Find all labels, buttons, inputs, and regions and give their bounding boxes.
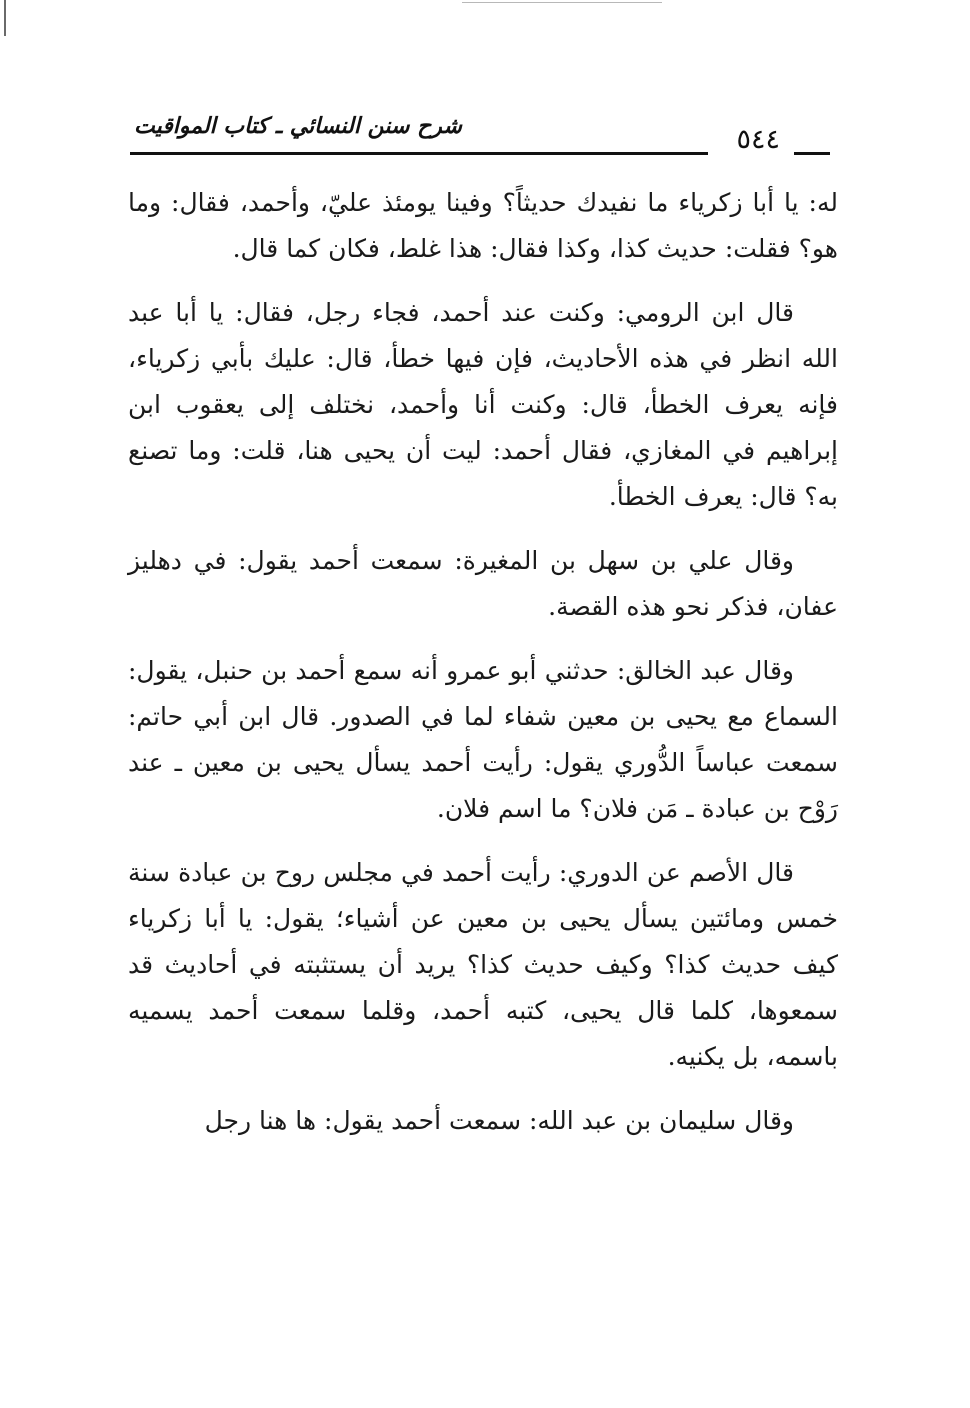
body-text: [128, 180, 838, 1162]
paragraph: له: يا أبا زكرياء ما نفيدك حديثاً؟ وفينا يومئذ عليّ، وأحمد، فقال: وما هو؟ فقلت: حديث كذا، وكذا فقال: هذا غلط، فكان كما قال.: [128, 188, 838, 263]
page-number: ٥٤٤: [736, 124, 780, 155]
paragraph: قال الأصم عن الدوري: رأيت أحمد في مجلس روح بن عبادة سنة خمس ومائتين يسأل يحيى بن معين عن أشياء؛ يقول: يا أبا زكرياء كيف حديث كذا؟ وكيف حديث كذا؟ يريد أن يستثبته في أحاديث قد سمعوها، كلما قال يحيى، كتبه أحمد، وقلما سمعت أحمد يسميه باسمه، بل يكنيه.: [128, 858, 838, 1071]
page-header: [130, 112, 836, 164]
paragraph: وقال عبد الخالق: حدثني أبو عمرو أنه سمع أحمد بن حنبل، يقول: السماع مع يحيى بن معين شفاء لما في الصدور. قال ابن أبي حاتم: سمعت عباساً الدُّوري يقول: رأيت أحمد يسأل يحيى بن معين ـ عند رَوْح بن عبادة ـ مَن فلان؟ ما اسم فلان.: [128, 656, 838, 823]
scan-edge-mark: [4, 0, 6, 36]
running-title: شرح سنن النسائي ـ كتاب المواقيت: [134, 114, 462, 139]
header-rule: [130, 152, 708, 155]
paragraph: قال ابن الرومي: وكنت عند أحمد، فجاء رجل، فقال: يا أبا عبد الله انظر في هذه الأحاديث، فإن فيها خطأ، قال: عليك بأبي زكرياء، فإنه يعرف الخطأ، قال: وكنت أنا وأحمد، نختلف إلى يعقوب ابن إبراهيم في المغازي، فقال أحمد: ليت أن يحيى هنا، قلت: وما تصنع به؟ قال: يعرف الخطأ.: [128, 298, 838, 511]
header-rule-short: [794, 152, 830, 155]
paragraph: وقال علي بن سهل بن المغيرة: سمعت أحمد يقول: في دهليز عفان، فذكر نحو هذه القصة.: [128, 546, 838, 621]
paragraph: وقال سليمان بن عبد الله: سمعت أحمد يقول: ها هنا رجل: [204, 1106, 794, 1135]
scan-edge-mark: [462, 2, 662, 3]
